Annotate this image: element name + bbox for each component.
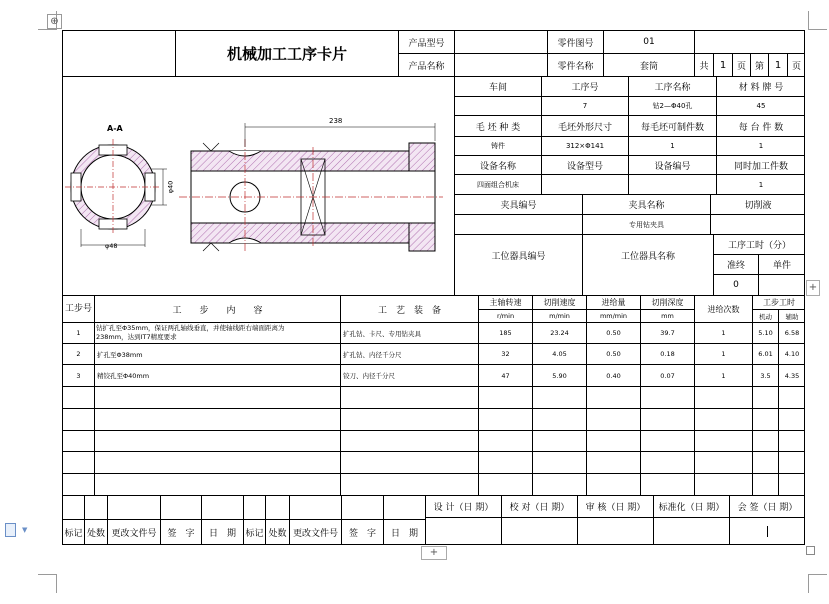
op-name-label: 工序名称: [654, 83, 691, 93]
footer-standard: 标准化（日 期）: [658, 503, 725, 513]
table-row-3-machine[interactable]: 3.5: [760, 371, 771, 380]
table-row-2-aux[interactable]: 4.10: [784, 350, 800, 358]
footer-sign: 会 签（日 期）: [737, 503, 798, 513]
page-corner-mark: [808, 574, 827, 593]
part-drawing: [63, 77, 454, 295]
table-resize-handle[interactable]: [806, 546, 815, 555]
coolant-label: 切削液: [744, 201, 772, 211]
footer-design: 设 计（日 期）: [433, 503, 494, 513]
total-pages[interactable]: 1: [719, 59, 727, 71]
op-no-label: 工序号: [571, 83, 599, 93]
table-row-1-machine[interactable]: 5.10: [758, 329, 773, 337]
col-content: 工 步 内 容: [172, 305, 263, 316]
dim-side-label: φ40: [166, 180, 175, 194]
footer-change-doc-1: 更改文件号: [111, 529, 157, 539]
table-row-2-speed[interactable]: 32: [501, 350, 510, 358]
footer-review: 审 核（日 期）: [585, 503, 646, 513]
page-corner-mark: [808, 11, 827, 30]
add-column-button[interactable]: +: [806, 280, 820, 296]
workshop-label: 车间: [488, 83, 507, 93]
text-cursor: [767, 526, 768, 537]
col-step-no: 工步号: [64, 304, 92, 314]
part-drawing-no-label: 零件图号: [557, 38, 594, 49]
table-row-2-equipment[interactable]: 扩孔钻、内径千分尺: [343, 350, 402, 359]
col-machine: 机动: [759, 312, 772, 321]
product-name-value[interactable]: [455, 54, 547, 76]
material-value[interactable]: 45: [756, 102, 766, 110]
col-step-time: 工步工时: [763, 298, 795, 307]
col-feed: 进给量: [601, 298, 626, 307]
blank-type-label: 毛 坯 种 类: [475, 122, 521, 133]
col-equipment: 工 艺 装 备: [377, 305, 441, 316]
product-model-value[interactable]: [455, 31, 547, 53]
footer-change-doc-2: 更改文件号: [292, 529, 338, 539]
table-row-2-cut-speed[interactable]: 4.05: [552, 350, 567, 358]
table-row-3-speed[interactable]: 47: [501, 371, 510, 380]
footer-check: 校 对（日 期）: [509, 503, 570, 513]
workshop-value[interactable]: [455, 97, 541, 115]
equip-model-label: 设备型号: [566, 161, 603, 172]
table-row-2-no[interactable]: 2: [76, 350, 81, 358]
unit-value[interactable]: [759, 275, 805, 295]
chevron-down-icon[interactable]: ▼: [22, 526, 28, 534]
table-move-handle[interactable]: ⊕: [47, 14, 62, 29]
simul-label: 同时加工件数: [733, 161, 788, 172]
table-row-1-content-line1: 钻扩孔至Φ35mm，保证两孔轴线垂直，并使轴线距右端面距离为: [96, 324, 285, 332]
table-row-3-aux[interactable]: 4.35: [784, 371, 800, 380]
equip-no-value[interactable]: [629, 175, 716, 194]
col-speed: 主轴转速: [489, 298, 522, 307]
page-label: 第: [754, 61, 764, 72]
footer-signature-1: 签 字: [167, 529, 195, 539]
product-model-label: 产品型号: [408, 38, 445, 49]
footer-date-2: 日 期: [390, 529, 418, 539]
fixture-name-value[interactable]: 专用钻夹具: [629, 220, 664, 229]
col-feed-unit: mm/min: [599, 312, 628, 320]
page-no[interactable]: 1: [774, 59, 782, 71]
dim-length-label: 238: [329, 117, 343, 125]
footer-place-1: 处数: [86, 529, 105, 539]
table-row-3-no[interactable]: 3: [76, 371, 81, 380]
total-label: 共: [699, 61, 709, 72]
footer-mark-1: 标记: [64, 529, 83, 539]
table-row-3-depth[interactable]: 0.07: [660, 371, 675, 380]
document-icon[interactable]: [5, 523, 16, 537]
table-row-2-content[interactable]: 扩孔至Φ38mm: [97, 350, 143, 359]
dim-diameter-label: φ48: [105, 242, 118, 250]
part-name-value[interactable]: 套筒: [639, 61, 658, 72]
material-label: 材 料 牌 号: [738, 83, 784, 93]
table-row-3-equipment[interactable]: 铰刀、内径千分尺: [343, 372, 395, 380]
footer-signature-2: 签 字: [348, 529, 376, 539]
equip-model-value[interactable]: [542, 175, 628, 194]
part-drawing-no-value[interactable]: 01: [643, 37, 655, 47]
col-speed-unit: r/min: [496, 312, 515, 320]
station-no-label: 工位器具编号: [491, 251, 546, 262]
col-depth: 切削深度: [651, 298, 684, 307]
page-corner-mark: [38, 574, 57, 593]
prep-value[interactable]: 0: [733, 280, 739, 290]
cross-section-view: [65, 139, 167, 247]
part-name-label: 零件名称: [557, 61, 594, 72]
table-row-1-speed[interactable]: 185: [499, 329, 512, 337]
op-no-value[interactable]: 7: [582, 102, 588, 110]
table-row-3-feed[interactable]: 0.40: [606, 371, 621, 380]
table-row-1-depth[interactable]: 39.7: [660, 329, 675, 337]
equip-no-label: 设备编号: [654, 161, 691, 172]
per-unit-label: 每 台 件 数: [738, 122, 784, 133]
table-row-1-content-line2: 238mm，达到IT7精度要求: [96, 333, 177, 341]
table-row-2-passes[interactable]: 1: [721, 350, 726, 358]
per-blank-label: 每毛坯可制件数: [640, 122, 704, 133]
table-row-1-cut-speed[interactable]: 23.24: [550, 329, 569, 337]
page-unit-label-2: 页: [791, 61, 801, 72]
col-cut-speed-unit: m/min: [549, 312, 570, 320]
footer-place-2: 处数: [268, 529, 287, 539]
table-row-1-no[interactable]: 1: [76, 329, 81, 337]
product-name-label: 产品名称: [408, 61, 445, 72]
table-row-3-cut-speed[interactable]: 5.90: [552, 371, 567, 380]
station-name-label: 工位器具名称: [620, 251, 675, 262]
coolant-value[interactable]: [711, 215, 805, 234]
simul-value[interactable]: 1: [758, 180, 764, 189]
blank-type-value[interactable]: 铸件: [491, 142, 505, 150]
fixture-no-label: 夹具编号: [500, 201, 537, 211]
footer-date-1: 日 期: [208, 529, 236, 539]
longitudinal-section-view: [179, 123, 443, 253]
op-name-value[interactable]: 钻2—Φ40孔: [652, 102, 693, 110]
table-row-3-passes[interactable]: 1: [721, 371, 726, 380]
table-row-2-machine[interactable]: 6.01: [758, 350, 773, 358]
equip-name-value[interactable]: 四面组合机床: [477, 180, 519, 189]
col-aux: 辅助: [785, 312, 799, 321]
col-passes: 进给次数: [707, 304, 740, 314]
table-row-2-feed[interactable]: 0.50: [606, 350, 621, 358]
fixture-name-label: 夹具名称: [628, 201, 665, 211]
equip-name-label: 设备名称: [479, 161, 516, 172]
blank-size-value[interactable]: 312×Φ141: [565, 142, 605, 150]
per-unit-value[interactable]: 1: [758, 142, 764, 150]
table-row-1-content[interactable]: [96, 324, 339, 343]
blank-size-label: 毛坯外形尺寸: [557, 122, 612, 133]
section-label: A-A: [107, 124, 123, 133]
unit-label: 单件: [772, 261, 791, 271]
op-time-label: 工序工时（分）: [727, 241, 791, 251]
col-depth-unit: mm: [661, 312, 674, 320]
table-row-1-equipment[interactable]: 扩孔钻、卡尺、专用钻夹具: [343, 329, 421, 338]
table-row-1-passes[interactable]: 1: [721, 329, 726, 337]
table-row-3-content[interactable]: 精铰孔至Φ40mm: [97, 372, 150, 380]
add-row-button[interactable]: +: [421, 546, 447, 560]
footer-mark-2: 标记: [245, 529, 264, 539]
fixture-no-value[interactable]: [455, 215, 582, 234]
table-row-1-feed[interactable]: 0.50: [606, 329, 621, 337]
card-title: 机械加工工序卡片: [226, 45, 347, 63]
prep-label: 准终: [726, 261, 745, 271]
col-cut-speed: 切削速度: [543, 298, 576, 307]
table-row-2-depth[interactable]: 0.18: [660, 350, 675, 358]
table-row-1-aux[interactable]: 6.58: [784, 329, 800, 337]
per-blank-value[interactable]: 1: [670, 142, 675, 150]
page-unit-label: 页: [736, 61, 746, 72]
sleeve-drawing-svg: [63, 77, 454, 295]
